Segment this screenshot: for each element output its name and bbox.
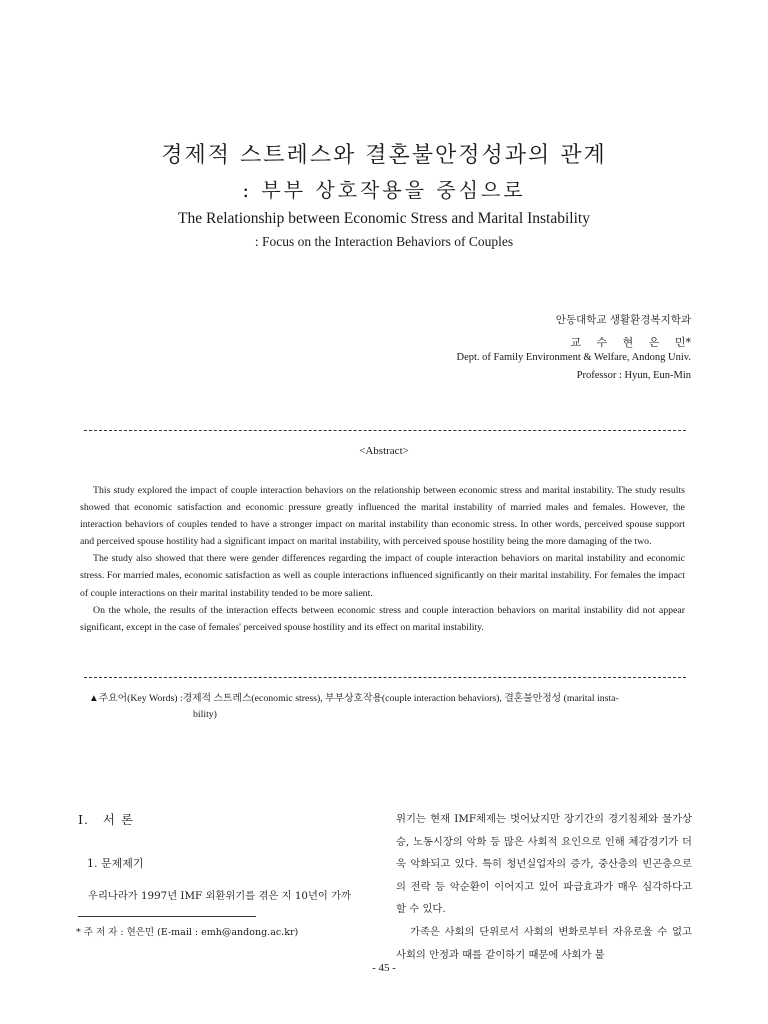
- keywords-text: 경제적 스트레스(economic stress), 부부상호작용(couple interaction behaviors), 결혼불안정성 (marital insta-: [182, 693, 619, 704]
- section-heading: [78, 810, 134, 828]
- abstract-paragraph: The study also showed that there were gender differences regarding the impact of couple interaction behaviors on marital instability and economic stress. For married males, economic satisfaction as well as couple interactions influenced significantly on their marital instability. For females the impact of couple interactions on their marital instability tended to be more salient.: [80, 553, 685, 599]
- subsection-heading: 1. 문제제기: [87, 857, 144, 870]
- title-english: The Relationship between Economic Stress and Marital Instability: [178, 210, 590, 227]
- keywords-continuation: bility): [193, 709, 217, 720]
- title-korean: 경제적 스트레스와 결혼불안정성과의 관계: [161, 143, 607, 168]
- body-paragraph: 가족은 사회의 단위로서 사회의 변화로부터 자유로울 수 없고 사회의 안정과 때를 같이하기 때문에 사회가 불: [396, 925, 692, 961]
- abstract-top-divider: [84, 430, 686, 431]
- page-number: - 45 -: [372, 962, 396, 974]
- section-number: Ⅰ.: [78, 812, 89, 827]
- abstract-heading: <Abstract>: [359, 445, 409, 457]
- footnote-divider: [78, 916, 256, 917]
- footnote: * 주 저 자 : 현은민 (E-mail : emh@andong.ac.kr): [76, 927, 299, 938]
- abstract-bottom-divider: [84, 677, 686, 678]
- body-paragraph: 위기는 현재 IMF체제는 벗어났지만 장기간의 경기침체와 물가상승, 노동시장의 악화 등 많은 사회적 요인으로 인해 체감경기가 더욱 악화되고 있다. 특히 청년실업자의 증가, 중산층의 빈곤층으로의 전락 등 악순환이 이어지고 있어 파급효과가 매우 심각하다고 할 수 있다.: [396, 813, 692, 916]
- abstract-paragraph: This study explored the impact of couple interaction behaviors on the relationship between economic stress and marital instability. The study results showed that economic satisfaction and economic pressure greatly influenced the marital instability of married males and females. However, the interaction behaviors of couples tended to have a stronger impact on marital instability than economic stress. In other words, perceived spouse support and perceived spouse hostility had a significant impact on marital instability, with perceived spouse hostility being the more damaging of the two.: [80, 485, 685, 548]
- abstract-body: [80, 482, 685, 636]
- body-text-right: [396, 808, 692, 966]
- author-name-korean: 교 수 현 은 민*: [570, 336, 691, 349]
- keywords: [89, 691, 688, 723]
- author-affiliation-korean: 안동대학교 생활환경복지학과: [555, 314, 691, 326]
- subtitle-english: : Focus on the Interaction Behaviors of Couples: [254, 234, 514, 249]
- section-title: 서 론: [102, 812, 135, 827]
- abstract-paragraph: On the whole, the results of the interaction effects between economic stress and couple interaction behaviors on marital instability did not appear significant, except in the case of females' perceived spouse hostility and its effect on marital instability.: [80, 604, 685, 633]
- author-name-english: Professor : Hyun, Eun-Min: [576, 370, 691, 381]
- author-affiliation-english: Dept. of Family Environment & Welfare, Andong Univ.: [456, 352, 691, 363]
- subtitle-korean: : 부부 상호작용을 중심으로: [242, 178, 526, 202]
- body-text-left: 우리나라가 1997년 IMF 외환위기를 겪은 지 10년이 가까: [88, 890, 352, 902]
- keywords-label: ▲주요어(Key Words) :: [89, 693, 183, 704]
